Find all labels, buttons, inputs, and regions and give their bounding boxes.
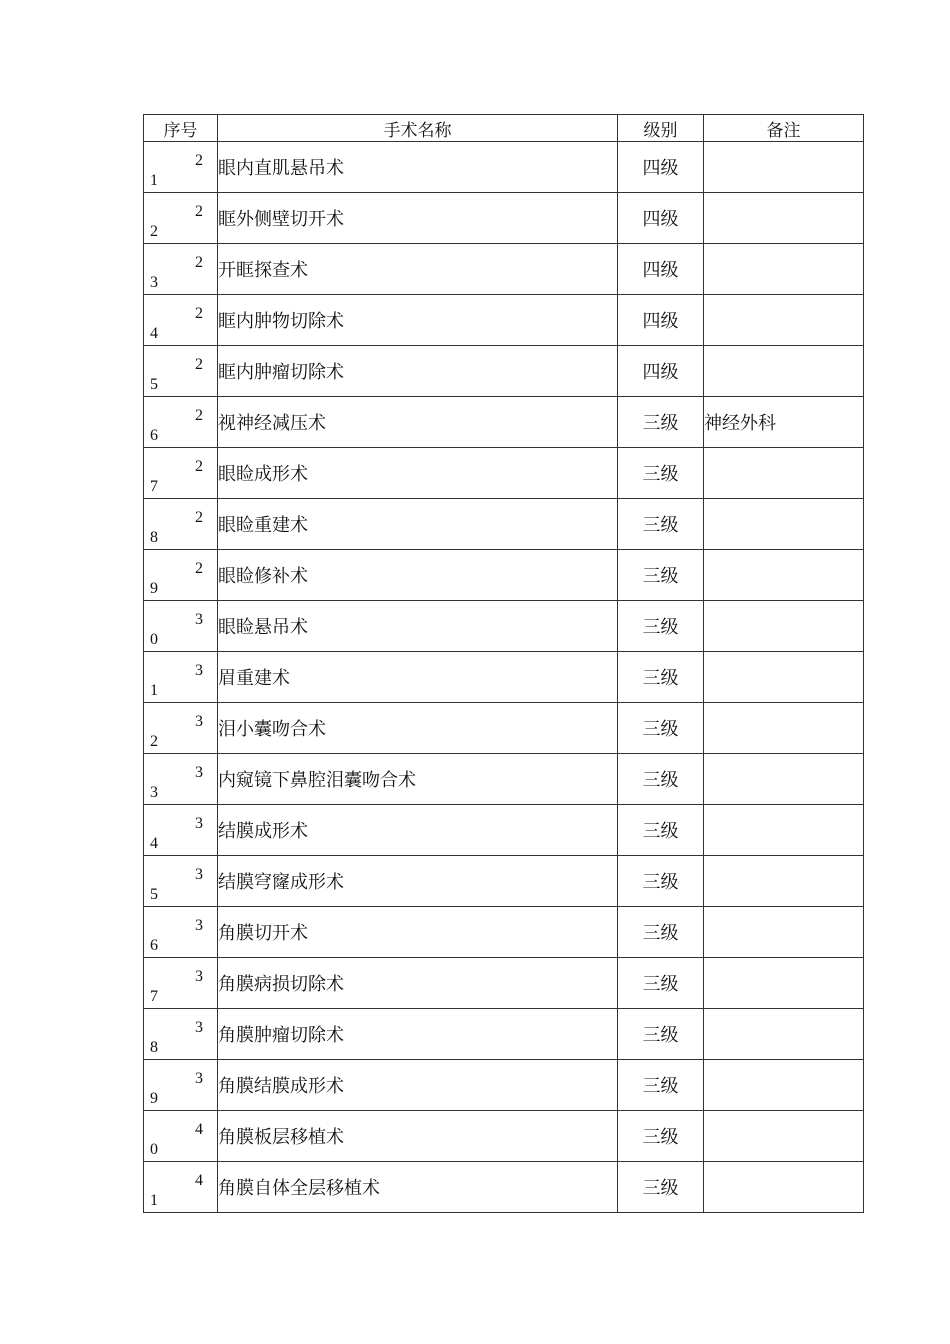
table-row: [144, 244, 864, 295]
row-note: [704, 907, 864, 958]
row-seq-ones: 0: [150, 631, 158, 648]
table-row: [144, 295, 864, 346]
row-seq-tens: 2: [195, 254, 203, 271]
header-seq: 序号: [144, 115, 218, 142]
row-level: 三级: [618, 1111, 704, 1162]
row-note: [704, 1162, 864, 1213]
row-seq-cell: [144, 397, 218, 448]
row-surgery-name: 角膜结膜成形术: [218, 1060, 618, 1111]
row-seq-tens: 2: [195, 152, 203, 169]
table-row: [144, 652, 864, 703]
row-surgery-name: 角膜自体全层移植术: [218, 1162, 618, 1213]
row-surgery-name: 眶内肿瘤切除术: [218, 346, 618, 397]
row-seq-cell: [144, 244, 218, 295]
table-row: [144, 601, 864, 652]
row-level: 三级: [618, 1060, 704, 1111]
row-seq-tens: 3: [195, 1019, 203, 1036]
row-note: [704, 448, 864, 499]
row-note: [704, 601, 864, 652]
table-row: [144, 346, 864, 397]
row-seq-tens: 3: [195, 1070, 203, 1087]
row-seq-tens: 3: [195, 968, 203, 985]
row-level: 三级: [618, 907, 704, 958]
row-seq-cell: [144, 193, 218, 244]
row-note: [704, 295, 864, 346]
row-level: 三级: [618, 601, 704, 652]
row-surgery-name: 眼睑重建术: [218, 499, 618, 550]
row-seq-cell: [144, 448, 218, 499]
row-note: [704, 652, 864, 703]
row-note: 神经外科: [704, 397, 864, 448]
row-surgery-name: 角膜板层移植术: [218, 1111, 618, 1162]
row-seq-cell: [144, 550, 218, 601]
row-level: 四级: [618, 346, 704, 397]
row-note: [704, 1060, 864, 1111]
table-row: [144, 1111, 864, 1162]
row-seq-tens: 2: [195, 407, 203, 424]
row-surgery-name: 视神经减压术: [218, 397, 618, 448]
row-level: 四级: [618, 295, 704, 346]
row-note: [704, 805, 864, 856]
row-seq-cell: [144, 1162, 218, 1213]
row-seq-tens: 4: [195, 1172, 203, 1189]
row-surgery-name: 眼睑成形术: [218, 448, 618, 499]
row-surgery-name: 结膜成形术: [218, 805, 618, 856]
row-seq-tens: 2: [195, 305, 203, 322]
row-seq-ones: 1: [150, 1192, 158, 1209]
table-row: [144, 193, 864, 244]
row-seq-ones: 3: [150, 274, 158, 291]
row-surgery-name: 眶内肿物切除术: [218, 295, 618, 346]
row-seq-ones: 0: [150, 1141, 158, 1158]
row-seq-cell: [144, 295, 218, 346]
row-seq-tens: 3: [195, 764, 203, 781]
row-seq-cell: [144, 805, 218, 856]
row-level: 四级: [618, 142, 704, 193]
row-seq-ones: 1: [150, 682, 158, 699]
row-level: 三级: [618, 1009, 704, 1060]
row-surgery-name: 结膜穹窿成形术: [218, 856, 618, 907]
row-seq-ones: 5: [150, 886, 158, 903]
row-seq-cell: [144, 601, 218, 652]
row-seq-ones: 2: [150, 223, 158, 240]
row-seq-ones: 5: [150, 376, 158, 393]
row-seq-ones: 4: [150, 835, 158, 852]
row-seq-tens: 3: [195, 713, 203, 730]
row-level: 三级: [618, 754, 704, 805]
row-level: 三级: [618, 550, 704, 601]
row-seq-ones: 9: [150, 1090, 158, 1107]
row-surgery-name: 眼睑修补术: [218, 550, 618, 601]
row-seq-ones: 1: [150, 172, 158, 189]
table-header-row: [144, 115, 864, 142]
row-seq-cell: [144, 1060, 218, 1111]
row-note: [704, 142, 864, 193]
row-seq-tens: 3: [195, 866, 203, 883]
row-note: [704, 346, 864, 397]
row-seq-cell: [144, 142, 218, 193]
row-seq-tens: 3: [195, 662, 203, 679]
row-surgery-name: 角膜病损切除术: [218, 958, 618, 1009]
row-seq-tens: 2: [195, 560, 203, 577]
row-level: 四级: [618, 244, 704, 295]
row-seq-cell: [144, 1009, 218, 1060]
row-note: [704, 499, 864, 550]
table-row: [144, 958, 864, 1009]
row-seq-ones: 2: [150, 733, 158, 750]
table-row: [144, 703, 864, 754]
row-seq-ones: 7: [150, 478, 158, 495]
row-note: [704, 193, 864, 244]
table-row: [144, 856, 864, 907]
row-seq-cell: [144, 754, 218, 805]
row-level: 三级: [618, 652, 704, 703]
row-seq-cell: [144, 346, 218, 397]
row-seq-ones: 8: [150, 529, 158, 546]
row-level: 四级: [618, 193, 704, 244]
row-level: 三级: [618, 703, 704, 754]
row-level: 三级: [618, 397, 704, 448]
row-seq-ones: 8: [150, 1039, 158, 1056]
table-row: [144, 1060, 864, 1111]
row-note: [704, 754, 864, 805]
table-row: [144, 805, 864, 856]
header-name: 手术名称: [218, 115, 618, 142]
row-seq-tens: 3: [195, 815, 203, 832]
row-surgery-name: 内窥镜下鼻腔泪囊吻合术: [218, 754, 618, 805]
row-seq-ones: 3: [150, 784, 158, 801]
row-surgery-name: 开眶探查术: [218, 244, 618, 295]
row-note: [704, 1111, 864, 1162]
row-seq-tens: 4: [195, 1121, 203, 1138]
row-level: 三级: [618, 1162, 704, 1213]
row-note: [704, 703, 864, 754]
row-note: [704, 244, 864, 295]
row-seq-tens: 2: [195, 458, 203, 475]
row-seq-cell: [144, 907, 218, 958]
row-surgery-name: 眼内直肌悬吊术: [218, 142, 618, 193]
row-surgery-name: 眉重建术: [218, 652, 618, 703]
row-seq-tens: 2: [195, 509, 203, 526]
row-surgery-name: 泪小囊吻合术: [218, 703, 618, 754]
row-seq-tens: 2: [195, 356, 203, 373]
row-seq-ones: 6: [150, 937, 158, 954]
table-row: [144, 1162, 864, 1213]
row-note: [704, 1009, 864, 1060]
surgery-table: [143, 114, 864, 1213]
table-row: [144, 550, 864, 601]
row-seq-tens: 3: [195, 611, 203, 628]
table-row: [144, 1009, 864, 1060]
header-level: 级别: [618, 115, 704, 142]
row-level: 三级: [618, 499, 704, 550]
row-surgery-name: 角膜切开术: [218, 907, 618, 958]
row-level: 三级: [618, 856, 704, 907]
row-note: [704, 550, 864, 601]
table-row: [144, 499, 864, 550]
row-seq-cell: [144, 958, 218, 1009]
row-surgery-name: 角膜肿瘤切除术: [218, 1009, 618, 1060]
table-row: [144, 907, 864, 958]
row-seq-cell: [144, 703, 218, 754]
table-row: [144, 448, 864, 499]
table-row: [144, 754, 864, 805]
row-seq-cell: [144, 652, 218, 703]
row-seq-tens: 2: [195, 203, 203, 220]
header-note: 备注: [704, 115, 864, 142]
table-row: [144, 142, 864, 193]
row-seq-cell: [144, 856, 218, 907]
row-level: 三级: [618, 958, 704, 1009]
row-seq-tens: 3: [195, 917, 203, 934]
row-note: [704, 958, 864, 1009]
row-seq-ones: 4: [150, 325, 158, 342]
row-seq-ones: 7: [150, 988, 158, 1005]
row-level: 三级: [618, 805, 704, 856]
row-surgery-name: 眶外侧壁切开术: [218, 193, 618, 244]
row-surgery-name: 眼睑悬吊术: [218, 601, 618, 652]
row-seq-ones: 6: [150, 427, 158, 444]
row-level: 三级: [618, 448, 704, 499]
table-body: [144, 142, 864, 1213]
table-row: [144, 397, 864, 448]
row-seq-cell: [144, 1111, 218, 1162]
row-note: [704, 856, 864, 907]
row-seq-ones: 9: [150, 580, 158, 597]
row-seq-cell: [144, 499, 218, 550]
